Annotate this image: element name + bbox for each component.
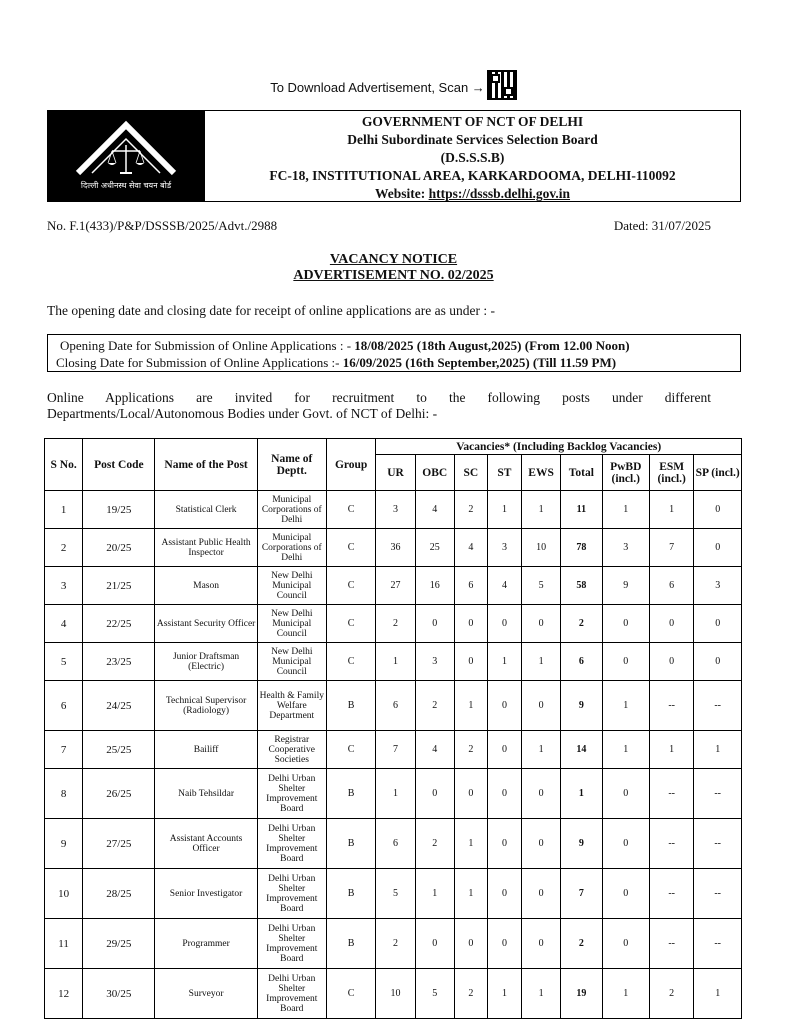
cell-sp: 3	[694, 567, 742, 605]
cell-st: 4	[487, 567, 521, 605]
cell-name: Surveyor	[155, 969, 257, 1019]
header-sp: SP (incl.)	[694, 455, 742, 491]
cell-sc: 1	[454, 869, 487, 919]
cell-ur: 2	[376, 605, 415, 643]
intro-text: The opening date and closing date for receipt of online applications are as under : -	[47, 303, 495, 318]
cell-sno: 5	[45, 643, 83, 681]
table-row	[45, 529, 742, 567]
cell-sc: 0	[454, 919, 487, 969]
cell-sp: --	[694, 769, 742, 819]
cell-obc: 16	[415, 567, 454, 605]
cell-sp: 0	[694, 643, 742, 681]
cell-name: Assistant Accounts Officer	[155, 819, 257, 869]
cell-total: 7	[561, 869, 602, 919]
cell-group: B	[326, 919, 376, 969]
cell-name: Junior Draftsman (Electric)	[155, 643, 257, 681]
cell-pwbd: 1	[602, 969, 649, 1019]
cell-sno: 6	[45, 681, 83, 731]
vacancy-notice-heading: VACANCY NOTICE	[329, 252, 458, 267]
cell-total: 78	[561, 529, 602, 567]
header-st: ST	[487, 455, 521, 491]
closing-date-label: Closing Date for Submission of Online Applications :-	[56, 355, 343, 370]
cell-pwbd: 0	[602, 605, 649, 643]
cell-sp: 1	[694, 731, 742, 769]
header-total: Total	[561, 455, 602, 491]
header-ews: EWS	[521, 455, 560, 491]
cell-ur: 2	[376, 919, 415, 969]
cell-sc: 0	[454, 605, 487, 643]
cell-name: Technical Supervisor (Radiology)	[155, 681, 257, 731]
cell-code: 25/25	[83, 731, 155, 769]
cell-pwbd: 1	[602, 681, 649, 731]
cell-group: B	[326, 869, 376, 919]
cell-sc: 6	[454, 567, 487, 605]
table-row	[45, 731, 742, 769]
cell-dept: Delhi Urban Shelter Improvement Board	[257, 969, 326, 1019]
cell-obc: 3	[415, 643, 454, 681]
cell-name: Assistant Security Officer	[155, 605, 257, 643]
online-text-line1: Online Applications are invited for recruitment to the following posts under different	[47, 390, 711, 405]
cell-st: 1	[487, 969, 521, 1019]
cell-code: 21/25	[83, 567, 155, 605]
cell-st: 0	[487, 919, 521, 969]
cell-ews: 1	[521, 969, 560, 1019]
online-text-line2: Departments/Local/Autonomous Bodies under Govt. of NCT of Delhi: -	[47, 406, 438, 421]
cell-dept: Delhi Urban Shelter Improvement Board	[257, 919, 326, 969]
cell-ews: 0	[521, 681, 560, 731]
cell-code: 19/25	[83, 491, 155, 529]
cell-ur: 3	[376, 491, 415, 529]
cell-ur: 1	[376, 769, 415, 819]
qr-code-icon[interactable]	[487, 70, 517, 100]
opening-date-row	[60, 337, 740, 354]
cell-obc: 0	[415, 769, 454, 819]
cell-sno: 7	[45, 731, 83, 769]
advertisement-number: ADVERTISEMENT NO. 02/2025	[293, 268, 494, 283]
cell-st: 0	[487, 769, 521, 819]
table-row	[45, 491, 742, 529]
cell-total: 9	[561, 819, 602, 869]
table-row	[45, 643, 742, 681]
cell-obc: 2	[415, 681, 454, 731]
cell-ur: 10	[376, 969, 415, 1019]
website-link[interactable]: https://dsssb.delhi.gov.in	[428, 186, 571, 201]
cell-sp: --	[694, 919, 742, 969]
cell-sno: 9	[45, 819, 83, 869]
cell-sc: 4	[454, 529, 487, 567]
vacancy-table	[44, 438, 742, 1019]
application-dates-box	[47, 334, 741, 372]
header-pwbd: PwBD (incl.)	[602, 455, 649, 491]
cell-st: 3	[487, 529, 521, 567]
cell-total: 11	[561, 491, 602, 529]
cell-st: 0	[487, 869, 521, 919]
cell-esm: 1	[649, 731, 693, 769]
cell-sp: 0	[694, 491, 742, 529]
cell-sc: 0	[454, 769, 487, 819]
cell-ews: 1	[521, 491, 560, 529]
header-line-abbr: (D.S.S.S.B)	[440, 150, 505, 165]
cell-st: 0	[487, 731, 521, 769]
cell-group: C	[326, 643, 376, 681]
opening-date-value: 18/08/2025 (18th August,2025) (From 12.00 Noon)	[354, 338, 630, 353]
cell-esm: 0	[649, 643, 693, 681]
cell-st: 0	[487, 819, 521, 869]
cell-pwbd: 9	[602, 567, 649, 605]
cell-group: C	[326, 491, 376, 529]
cell-name: Programmer	[155, 919, 257, 969]
cell-sno: 12	[45, 969, 83, 1019]
cell-esm: 1	[649, 491, 693, 529]
cell-obc: 0	[415, 919, 454, 969]
cell-sp: --	[694, 681, 742, 731]
table-row	[45, 969, 742, 1019]
notice-title	[0, 252, 787, 284]
cell-esm: 2	[649, 969, 693, 1019]
cell-pwbd: 0	[602, 869, 649, 919]
cell-group: C	[326, 529, 376, 567]
cell-st: 1	[487, 491, 521, 529]
cell-code: 22/25	[83, 605, 155, 643]
cell-pwbd: 1	[602, 491, 649, 529]
cell-ur: 1	[376, 643, 415, 681]
cell-sno: 8	[45, 769, 83, 819]
cell-dept: Registrar Cooperative Societies	[257, 731, 326, 769]
online-applications-text	[47, 390, 711, 422]
cell-sp: 1	[694, 969, 742, 1019]
cell-pwbd: 0	[602, 643, 649, 681]
cell-ur: 6	[376, 681, 415, 731]
cell-total: 14	[561, 731, 602, 769]
cell-group: B	[326, 769, 376, 819]
cell-sno: 11	[45, 919, 83, 969]
cell-obc: 4	[415, 491, 454, 529]
cell-ews: 1	[521, 731, 560, 769]
header-obc: OBC	[415, 455, 454, 491]
cell-ews: 1	[521, 643, 560, 681]
cell-dept: Delhi Urban Shelter Improvement Board	[257, 869, 326, 919]
header-post-code: Post Code	[83, 439, 155, 491]
cell-dept: New Delhi Municipal Council	[257, 567, 326, 605]
cell-sno: 10	[45, 869, 83, 919]
cell-code: 30/25	[83, 969, 155, 1019]
cell-code: 20/25	[83, 529, 155, 567]
cell-sno: 3	[45, 567, 83, 605]
cell-dept: New Delhi Municipal Council	[257, 643, 326, 681]
cell-dept: New Delhi Municipal Council	[257, 605, 326, 643]
cell-name: Naib Tehsildar	[155, 769, 257, 819]
reference-line	[47, 218, 741, 234]
scan-note-text: To Download Advertisement, Scan →	[270, 80, 485, 95]
cell-ews: 0	[521, 919, 560, 969]
cell-total: 9	[561, 681, 602, 731]
cell-ews: 0	[521, 605, 560, 643]
header-line-board: Delhi Subordinate Services Selection Board	[347, 132, 598, 147]
table-row	[45, 919, 742, 969]
notice-date: Dated: 31/07/2025	[613, 218, 711, 233]
cell-st: 0	[487, 605, 521, 643]
cell-dept: Municipal Corporations of Delhi	[257, 491, 326, 529]
cell-obc: 25	[415, 529, 454, 567]
cell-total: 58	[561, 567, 602, 605]
table-row	[45, 681, 742, 731]
cell-pwbd: 3	[602, 529, 649, 567]
cell-esm: --	[649, 819, 693, 869]
cell-code: 27/25	[83, 819, 155, 869]
header-line-website	[205, 185, 740, 203]
header-department: Name of Deptt.	[257, 439, 326, 491]
cell-name: Mason	[155, 567, 257, 605]
cell-total: 2	[561, 605, 602, 643]
cell-esm: 6	[649, 567, 693, 605]
cell-group: C	[326, 605, 376, 643]
cell-ews: 10	[521, 529, 560, 567]
header-esm: ESM (incl.)	[649, 455, 693, 491]
header-post-name: Name of the Post	[155, 439, 257, 491]
cell-group: C	[326, 731, 376, 769]
cell-ur: 5	[376, 869, 415, 919]
cell-obc: 4	[415, 731, 454, 769]
cell-ews: 5	[521, 567, 560, 605]
header-sno: S No.	[45, 439, 83, 491]
cell-sc: 2	[454, 969, 487, 1019]
header-line-address: FC-18, INSTITUTIONAL AREA, KARKARDOOMA, DELHI-110092	[269, 168, 676, 183]
header-group: Group	[326, 439, 376, 491]
cell-total: 1	[561, 769, 602, 819]
cell-name: Senior Investigator	[155, 869, 257, 919]
cell-obc: 0	[415, 605, 454, 643]
cell-st: 0	[487, 681, 521, 731]
cell-dept: Delhi Urban Shelter Improvement Board	[257, 819, 326, 869]
cell-ews: 0	[521, 869, 560, 919]
cell-code: 24/25	[83, 681, 155, 731]
cell-ews: 0	[521, 769, 560, 819]
cell-sp: --	[694, 869, 742, 919]
table-row	[45, 605, 742, 643]
cell-total: 6	[561, 643, 602, 681]
cell-code: 29/25	[83, 919, 155, 969]
cell-group: C	[326, 969, 376, 1019]
cell-pwbd: 0	[602, 919, 649, 969]
cell-name: Assistant Public Health Inspector	[155, 529, 257, 567]
header-text	[205, 111, 740, 203]
header-vacancies: Vacancies* (Including Backlog Vacancies)	[376, 439, 742, 455]
cell-obc: 1	[415, 869, 454, 919]
cell-pwbd: 0	[602, 769, 649, 819]
cell-sno: 2	[45, 529, 83, 567]
cell-obc: 2	[415, 819, 454, 869]
cell-sc: 2	[454, 491, 487, 529]
cell-group: B	[326, 681, 376, 731]
table-row	[45, 567, 742, 605]
cell-esm: 0	[649, 605, 693, 643]
header-ur: UR	[376, 455, 415, 491]
closing-date-row	[56, 354, 740, 371]
cell-esm: --	[649, 919, 693, 969]
cell-esm: --	[649, 681, 693, 731]
cell-ur: 7	[376, 731, 415, 769]
cell-ur: 6	[376, 819, 415, 869]
cell-sc: 1	[454, 681, 487, 731]
closing-date-value: 16/09/2025 (16th September,2025) (Till 11.59 PM)	[342, 355, 617, 370]
cell-ews: 0	[521, 819, 560, 869]
cell-code: 26/25	[83, 769, 155, 819]
board-header	[47, 110, 741, 202]
cell-group: B	[326, 819, 376, 869]
cell-sp: --	[694, 819, 742, 869]
table-row	[45, 819, 742, 869]
website-label: Website:	[374, 186, 429, 201]
cell-group: C	[326, 567, 376, 605]
cell-dept: Delhi Urban Shelter Improvement Board	[257, 769, 326, 819]
header-sc: SC	[454, 455, 487, 491]
opening-date-label: Opening Date for Submission of Online Applications : -	[60, 338, 355, 353]
cell-esm: --	[649, 869, 693, 919]
reference-number: No. F.1(433)/P&P/DSSSB/2025/Advt./2988	[47, 218, 278, 233]
cell-pwbd: 0	[602, 819, 649, 869]
cell-code: 28/25	[83, 869, 155, 919]
cell-total: 2	[561, 919, 602, 969]
cell-total: 19	[561, 969, 602, 1019]
cell-ur: 36	[376, 529, 415, 567]
cell-ur: 27	[376, 567, 415, 605]
cell-sp: 0	[694, 605, 742, 643]
cell-st: 1	[487, 643, 521, 681]
cell-sp: 0	[694, 529, 742, 567]
table-row	[45, 769, 742, 819]
scales-of-justice-icon	[48, 111, 205, 201]
cell-esm: --	[649, 769, 693, 819]
cell-sno: 4	[45, 605, 83, 643]
cell-name: Statistical Clerk	[155, 491, 257, 529]
table-row	[45, 869, 742, 919]
cell-sc: 0	[454, 643, 487, 681]
cell-sno: 1	[45, 491, 83, 529]
cell-dept: Health & Family Welfare Department	[257, 681, 326, 731]
cell-sc: 2	[454, 731, 487, 769]
header-line-govt: GOVERNMENT OF NCT OF DELHI	[361, 114, 584, 129]
cell-obc: 5	[415, 969, 454, 1019]
cell-dept: Municipal Corporations of Delhi	[257, 529, 326, 567]
cell-sc: 1	[454, 819, 487, 869]
dsssb-logo	[48, 111, 205, 201]
scan-note	[0, 70, 787, 100]
cell-code: 23/25	[83, 643, 155, 681]
vacancy-table-body	[45, 491, 742, 1019]
cell-name: Bailiff	[155, 731, 257, 769]
cell-esm: 7	[649, 529, 693, 567]
cell-pwbd: 1	[602, 731, 649, 769]
logo-caption: दिल्ली अधीनस्थ सेवा चयन बोर्ड	[80, 181, 172, 190]
